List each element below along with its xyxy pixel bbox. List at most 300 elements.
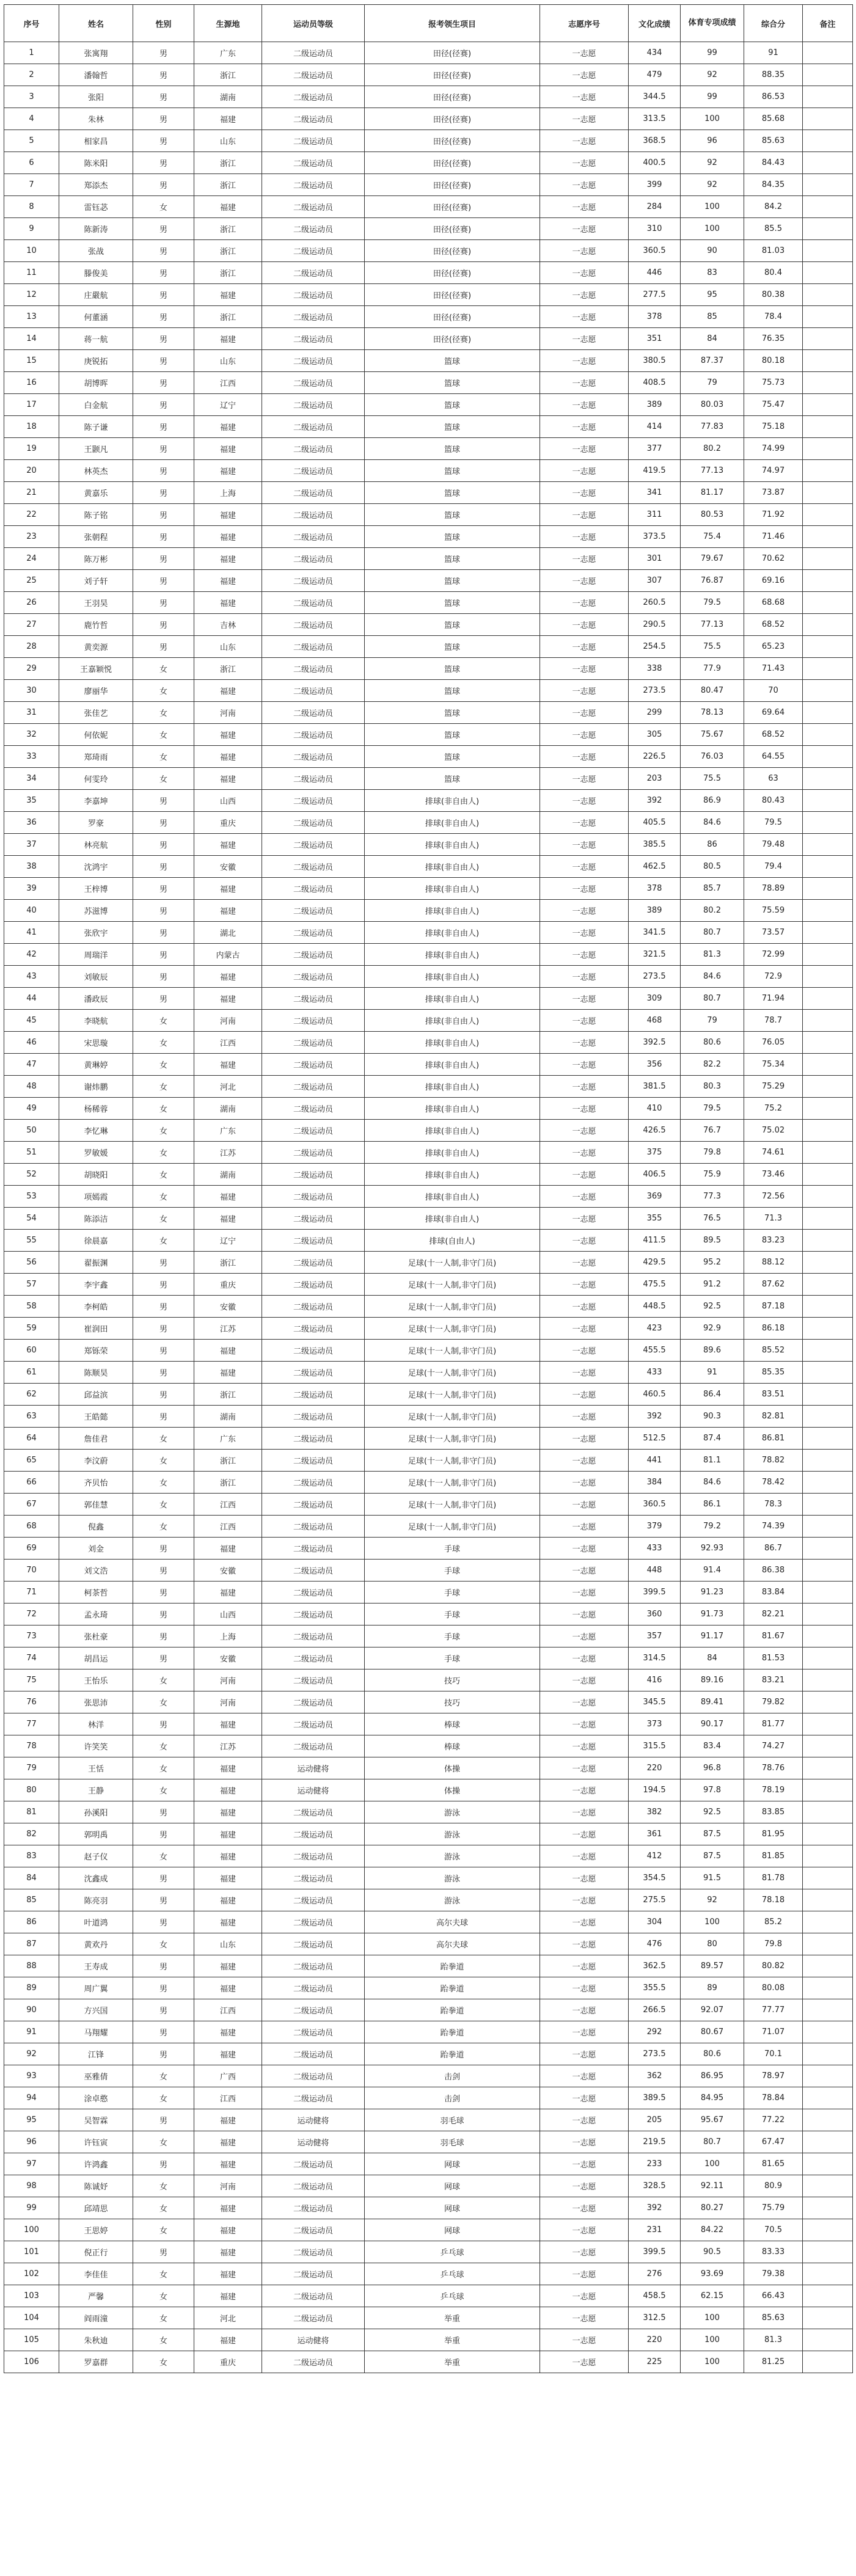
cell-sport-score: 80.5	[681, 856, 744, 878]
cell-name: 相家昌	[59, 130, 133, 152]
cell-name: 许鸿鑫	[59, 2153, 133, 2175]
cell-culture-score: 194.5	[629, 1779, 681, 1801]
cell-total-score: 70	[744, 680, 803, 702]
cell-gender: 男	[133, 2153, 194, 2175]
cell-name: 赵子仪	[59, 1845, 133, 1867]
cell-total-score: 71.94	[744, 988, 803, 1010]
cell-origin: 福建	[194, 1208, 262, 1230]
cell-origin: 河南	[194, 702, 262, 724]
cell-remark	[803, 2219, 853, 2241]
cell-name: 雷钰苾	[59, 196, 133, 218]
cell-name: 张佳艺	[59, 702, 133, 724]
cell-remark	[803, 1669, 853, 1691]
cell-sport-score: 79.8	[681, 1142, 744, 1164]
cell-sport-item: 篮球	[365, 504, 540, 526]
cell-sport-item: 网球	[365, 2219, 540, 2241]
cell-sport-score: 91	[681, 1362, 744, 1384]
cell-no: 30	[4, 680, 59, 702]
cell-remark	[803, 746, 853, 768]
table-row	[4, 328, 853, 350]
cell-remark	[803, 1384, 853, 1406]
table-row	[4, 2197, 853, 2219]
cell-origin: 浙江	[194, 218, 262, 240]
cell-volunteer: 一志愿	[540, 570, 629, 592]
cell-gender: 男	[133, 1406, 194, 1428]
cell-name: 周广翼	[59, 1977, 133, 1999]
cell-gender: 女	[133, 1208, 194, 1230]
cell-gender: 男	[133, 1296, 194, 1318]
table-row	[4, 438, 853, 460]
cell-sport-item: 田径(径赛)	[365, 86, 540, 108]
cell-total-score: 85.68	[744, 108, 803, 130]
cell-gender: 男	[133, 900, 194, 922]
cell-sport-item: 田径(径赛)	[365, 64, 540, 86]
cell-sport-score: 100	[681, 1911, 744, 1933]
table-row	[4, 1472, 853, 1494]
cell-name: 郭佳慧	[59, 1494, 133, 1516]
cell-athlete-level: 二级运动员	[262, 2065, 365, 2087]
cell-sport-item: 网球	[365, 2175, 540, 2197]
cell-name: 刘子轩	[59, 570, 133, 592]
cell-athlete-level: 二级运动员	[262, 812, 365, 834]
cell-athlete-level: 二级运动员	[262, 1186, 365, 1208]
cell-origin: 重庆	[194, 812, 262, 834]
cell-volunteer: 一志愿	[540, 702, 629, 724]
cell-no: 80	[4, 1779, 59, 1801]
cell-name: 李柯皓	[59, 1296, 133, 1318]
cell-gender: 女	[133, 1076, 194, 1098]
table-row	[4, 2087, 853, 2109]
cell-total-score: 78.19	[744, 1779, 803, 1801]
cell-gender: 女	[133, 2329, 194, 2351]
cell-sport-score: 84.6	[681, 1472, 744, 1494]
cell-athlete-level: 二级运动员	[262, 1384, 365, 1406]
cell-culture-score: 321.5	[629, 944, 681, 966]
cell-total-score: 75.18	[744, 416, 803, 438]
cell-culture-score: 406.5	[629, 1164, 681, 1186]
cell-remark	[803, 592, 853, 614]
cell-athlete-level: 二级运动员	[262, 1230, 365, 1252]
cell-sport-item: 举重	[365, 2329, 540, 2351]
cell-culture-score: 260.5	[629, 592, 681, 614]
cell-volunteer: 一志愿	[540, 1340, 629, 1362]
cell-origin: 福建	[194, 570, 262, 592]
table-row	[4, 1450, 853, 1472]
cell-total-score: 75.34	[744, 1054, 803, 1076]
cell-volunteer: 一志愿	[540, 130, 629, 152]
cell-total-score: 82.21	[744, 1604, 803, 1626]
cell-total-score: 86.38	[744, 1560, 803, 1582]
cell-athlete-level: 二级运动员	[262, 1801, 365, 1823]
cell-remark	[803, 196, 853, 218]
cell-origin: 广西	[194, 2065, 262, 2087]
cell-no: 74	[4, 1647, 59, 1669]
cell-volunteer: 一志愿	[540, 1911, 629, 1933]
cell-remark	[803, 526, 853, 548]
cell-sport-score: 91.23	[681, 1582, 744, 1604]
cell-sport-score: 83.4	[681, 1735, 744, 1757]
cell-culture-score: 312.5	[629, 2307, 681, 2329]
cell-sport-item: 游泳	[365, 1867, 540, 1889]
cell-total-score: 83.85	[744, 1801, 803, 1823]
cell-total-score: 68.52	[744, 724, 803, 746]
cell-culture-score: 423	[629, 1318, 681, 1340]
cell-gender: 女	[133, 1933, 194, 1955]
cell-culture-score: 338	[629, 658, 681, 680]
cell-origin: 安徽	[194, 1560, 262, 1582]
cell-sport-score: 84.95	[681, 2087, 744, 2109]
cell-sport-score: 80.3	[681, 1076, 744, 1098]
cell-origin: 山西	[194, 1604, 262, 1626]
cell-no: 7	[4, 174, 59, 196]
cell-culture-score: 254.5	[629, 636, 681, 658]
cell-sport-item: 篮球	[365, 482, 540, 504]
cell-sport-item: 排球(非自由人)	[365, 1032, 540, 1054]
cell-name: 王颢凡	[59, 438, 133, 460]
cell-athlete-level: 二级运动员	[262, 1604, 365, 1626]
cell-total-score: 78.18	[744, 1889, 803, 1911]
cell-volunteer: 一志愿	[540, 658, 629, 680]
cell-no: 85	[4, 1889, 59, 1911]
cell-culture-score: 392	[629, 1406, 681, 1428]
cell-remark	[803, 1318, 853, 1340]
cell-name: 张战	[59, 240, 133, 262]
cell-athlete-level: 运动健将	[262, 1779, 365, 1801]
cell-origin: 上海	[194, 482, 262, 504]
cell-sport-score: 91.5	[681, 1867, 744, 1889]
cell-no: 21	[4, 482, 59, 504]
header-total-score: 综合分	[744, 5, 803, 42]
cell-gender: 男	[133, 328, 194, 350]
cell-remark	[803, 1582, 853, 1604]
table-row	[4, 1889, 853, 1911]
cell-no: 60	[4, 1340, 59, 1362]
cell-culture-score: 292	[629, 2021, 681, 2043]
cell-no: 94	[4, 2087, 59, 2109]
table-row	[4, 856, 853, 878]
cell-no: 95	[4, 2109, 59, 2131]
cell-origin: 浙江	[194, 64, 262, 86]
cell-sport-score: 79.5	[681, 592, 744, 614]
cell-origin: 福建	[194, 1362, 262, 1384]
cell-volunteer: 一志愿	[540, 218, 629, 240]
cell-remark	[803, 1472, 853, 1494]
cell-culture-score: 379	[629, 1516, 681, 1538]
cell-athlete-level: 二级运动员	[262, 1823, 365, 1845]
cell-no: 44	[4, 988, 59, 1010]
cell-gender: 男	[133, 1999, 194, 2021]
cell-no: 96	[4, 2131, 59, 2153]
table-row	[4, 966, 853, 988]
cell-sport-score: 91.2	[681, 1274, 744, 1296]
cell-gender: 女	[133, 702, 194, 724]
cell-name: 吴智霖	[59, 2109, 133, 2131]
cell-total-score: 79.82	[744, 1691, 803, 1713]
cell-culture-score: 476	[629, 1933, 681, 1955]
cell-total-score: 75.59	[744, 900, 803, 922]
header-sport-item: 报考领生项目	[365, 5, 540, 42]
cell-no: 23	[4, 526, 59, 548]
cell-total-score: 78.7	[744, 1010, 803, 1032]
cell-origin: 广东	[194, 1428, 262, 1450]
cell-origin: 河南	[194, 1669, 262, 1691]
cell-total-score: 71.07	[744, 2021, 803, 2043]
table-row	[4, 768, 853, 790]
cell-athlete-level: 二级运动员	[262, 152, 365, 174]
cell-gender: 女	[133, 2263, 194, 2285]
table-row	[4, 724, 853, 746]
table-row	[4, 2021, 853, 2043]
cell-no: 10	[4, 240, 59, 262]
cell-origin: 福建	[194, 2285, 262, 2307]
cell-sport-score: 77.13	[681, 460, 744, 482]
cell-origin: 福建	[194, 1845, 262, 1867]
cell-athlete-level: 二级运动员	[262, 1582, 365, 1604]
header-sport-score: 体育专项成绩	[681, 5, 744, 42]
cell-sport-score: 80.47	[681, 680, 744, 702]
cell-name: 胡博晖	[59, 372, 133, 394]
cell-no: 58	[4, 1296, 59, 1318]
cell-sport-item: 足球(十一人制,非守门员)	[365, 1516, 540, 1538]
cell-name: 陈诚妤	[59, 2175, 133, 2197]
cell-sport-score: 76.5	[681, 1208, 744, 1230]
cell-name: 郑铄荣	[59, 1340, 133, 1362]
cell-sport-item: 排球(非自由人)	[365, 834, 540, 856]
cell-sport-score: 100	[681, 2307, 744, 2329]
cell-volunteer: 一志愿	[540, 394, 629, 416]
cell-gender: 女	[133, 1054, 194, 1076]
cell-volunteer: 一志愿	[540, 1538, 629, 1560]
cell-name: 蒋一航	[59, 328, 133, 350]
cell-sport-item: 篮球	[365, 372, 540, 394]
cell-sport-score: 100	[681, 2351, 744, 2373]
cell-culture-score: 399	[629, 174, 681, 196]
cell-volunteer: 一志愿	[540, 42, 629, 64]
cell-athlete-level: 二级运动员	[262, 1450, 365, 1472]
cell-athlete-level: 二级运动员	[262, 1340, 365, 1362]
cell-no: 69	[4, 1538, 59, 1560]
cell-origin: 福建	[194, 1186, 262, 1208]
cell-origin: 福建	[194, 2197, 262, 2219]
cell-gender: 男	[133, 1340, 194, 1362]
table-row	[4, 834, 853, 856]
cell-origin: 山西	[194, 790, 262, 812]
cell-athlete-level: 二级运动员	[262, 1098, 365, 1120]
cell-total-score: 71.43	[744, 658, 803, 680]
cell-athlete-level: 二级运动员	[262, 1296, 365, 1318]
cell-gender: 女	[133, 1735, 194, 1757]
cell-athlete-level: 运动健将	[262, 2329, 365, 2351]
cell-name: 严馨	[59, 2285, 133, 2307]
cell-athlete-level: 二级运动员	[262, 2351, 365, 2373]
cell-culture-score: 369	[629, 1186, 681, 1208]
cell-total-score: 78.4	[744, 306, 803, 328]
cell-no: 36	[4, 812, 59, 834]
cell-remark	[803, 1735, 853, 1757]
cell-gender: 男	[133, 416, 194, 438]
cell-total-score: 71.3	[744, 1208, 803, 1230]
cell-origin: 浙江	[194, 1472, 262, 1494]
cell-gender: 男	[133, 1867, 194, 1889]
table-row	[4, 1010, 853, 1032]
cell-sport-item: 篮球	[365, 746, 540, 768]
cell-sport-item: 篮球	[365, 526, 540, 548]
cell-origin: 浙江	[194, 306, 262, 328]
cell-no: 29	[4, 658, 59, 680]
cell-volunteer: 一志愿	[540, 2329, 629, 2351]
cell-sport-item: 田径(径赛)	[365, 262, 540, 284]
cell-gender: 女	[133, 1669, 194, 1691]
cell-athlete-level: 二级运动员	[262, 1560, 365, 1582]
cell-gender: 男	[133, 394, 194, 416]
cell-athlete-level: 二级运动员	[262, 2153, 365, 2175]
cell-name: 何董涵	[59, 306, 133, 328]
cell-remark	[803, 460, 853, 482]
cell-name: 张阳	[59, 86, 133, 108]
cell-remark	[803, 702, 853, 724]
header-athlete-level: 运动员等级	[262, 5, 365, 42]
cell-total-score: 86.7	[744, 1538, 803, 1560]
cell-total-score: 72.99	[744, 944, 803, 966]
table-row	[4, 658, 853, 680]
table-row	[4, 1691, 853, 1713]
cell-culture-score: 448.5	[629, 1296, 681, 1318]
cell-total-score: 81.67	[744, 1626, 803, 1647]
cell-culture-score: 225	[629, 2351, 681, 2373]
header-origin: 生源地	[194, 5, 262, 42]
cell-total-score: 73.87	[744, 482, 803, 504]
cell-name: 周瑞洋	[59, 944, 133, 966]
cell-remark	[803, 2043, 853, 2065]
table-row	[4, 944, 853, 966]
cell-no: 56	[4, 1252, 59, 1274]
cell-name: 潘翰哲	[59, 64, 133, 86]
cell-remark	[803, 130, 853, 152]
cell-gender: 男	[133, 438, 194, 460]
cell-sport-item: 排球(非自由人)	[365, 988, 540, 1010]
cell-athlete-level: 二级运动员	[262, 2087, 365, 2109]
cell-sport-item: 排球(非自由人)	[365, 922, 540, 944]
cell-no: 37	[4, 834, 59, 856]
cell-gender: 女	[133, 2285, 194, 2307]
cell-culture-score: 399.5	[629, 1582, 681, 1604]
cell-sport-item: 足球(十一人制,非守门员)	[365, 1494, 540, 1516]
cell-volunteer: 一志愿	[540, 1801, 629, 1823]
cell-volunteer: 一志愿	[540, 944, 629, 966]
cell-culture-score: 354.5	[629, 1867, 681, 1889]
cell-culture-score: 351	[629, 328, 681, 350]
cell-origin: 福建	[194, 1054, 262, 1076]
cell-volunteer: 一志愿	[540, 306, 629, 328]
cell-no: 86	[4, 1911, 59, 1933]
cell-athlete-level: 二级运动员	[262, 1933, 365, 1955]
cell-athlete-level: 二级运动员	[262, 2219, 365, 2241]
cell-name: 倪正行	[59, 2241, 133, 2263]
cell-no: 33	[4, 746, 59, 768]
cell-sport-item: 手球	[365, 1560, 540, 1582]
cell-sport-item: 篮球	[365, 548, 540, 570]
cell-name: 陈米阳	[59, 152, 133, 174]
cell-origin: 山东	[194, 130, 262, 152]
table-row	[4, 1823, 853, 1845]
cell-origin: 福建	[194, 1823, 262, 1845]
cell-culture-score: 355	[629, 1208, 681, 1230]
cell-no: 49	[4, 1098, 59, 1120]
cell-gender: 男	[133, 1252, 194, 1274]
cell-volunteer: 一志愿	[540, 1318, 629, 1340]
cell-remark	[803, 1604, 853, 1626]
cell-athlete-level: 二级运动员	[262, 1669, 365, 1691]
cell-gender: 女	[133, 1450, 194, 1472]
cell-gender: 男	[133, 86, 194, 108]
cell-culture-score: 328.5	[629, 2175, 681, 2197]
cell-remark	[803, 240, 853, 262]
cell-gender: 男	[133, 1274, 194, 1296]
table-row	[4, 416, 853, 438]
cell-name: 谢炜鹏	[59, 1076, 133, 1098]
cell-no: 66	[4, 1472, 59, 1494]
cell-culture-score: 384	[629, 1472, 681, 1494]
cell-gender: 男	[133, 834, 194, 856]
cell-remark	[803, 2329, 853, 2351]
cell-athlete-level: 二级运动员	[262, 856, 365, 878]
cell-culture-score: 284	[629, 196, 681, 218]
cell-volunteer: 一志愿	[540, 790, 629, 812]
cell-total-score: 86.53	[744, 86, 803, 108]
cell-sport-item: 篮球	[365, 416, 540, 438]
table-row	[4, 812, 853, 834]
cell-volunteer: 一志愿	[540, 1823, 629, 1845]
cell-no: 11	[4, 262, 59, 284]
cell-sport-score: 89.16	[681, 1669, 744, 1691]
cell-remark	[803, 2021, 853, 2043]
table-row	[4, 1362, 853, 1384]
cell-total-score: 84.35	[744, 174, 803, 196]
cell-no: 43	[4, 966, 59, 988]
cell-remark	[803, 658, 853, 680]
cell-total-score: 85.63	[744, 130, 803, 152]
cell-remark	[803, 878, 853, 900]
table-row	[4, 526, 853, 548]
cell-total-score: 68.68	[744, 592, 803, 614]
cell-no: 99	[4, 2197, 59, 2219]
cell-no: 6	[4, 152, 59, 174]
cell-sport-item: 田径(径赛)	[365, 196, 540, 218]
table-row	[4, 1560, 853, 1582]
cell-sport-score: 80.03	[681, 394, 744, 416]
cell-origin: 广东	[194, 1120, 262, 1142]
cell-origin: 河北	[194, 1076, 262, 1098]
cell-culture-score: 408.5	[629, 372, 681, 394]
cell-sport-item: 手球	[365, 1604, 540, 1626]
cell-volunteer: 一志愿	[540, 1757, 629, 1779]
cell-name: 庄嚴航	[59, 284, 133, 306]
cell-remark	[803, 636, 853, 658]
cell-remark	[803, 2131, 853, 2153]
cell-remark	[803, 1801, 853, 1823]
cell-volunteer: 一志愿	[540, 2241, 629, 2263]
table-row	[4, 1076, 853, 1098]
cell-volunteer: 一志愿	[540, 1494, 629, 1516]
cell-no: 41	[4, 922, 59, 944]
cell-sport-item: 篮球	[365, 702, 540, 724]
cell-total-score: 81.95	[744, 1823, 803, 1845]
cell-name: 沈鑫成	[59, 1867, 133, 1889]
cell-culture-score: 410	[629, 1098, 681, 1120]
cell-sport-score: 92	[681, 64, 744, 86]
cell-gender: 男	[133, 174, 194, 196]
cell-name: 杨稀蓉	[59, 1098, 133, 1120]
